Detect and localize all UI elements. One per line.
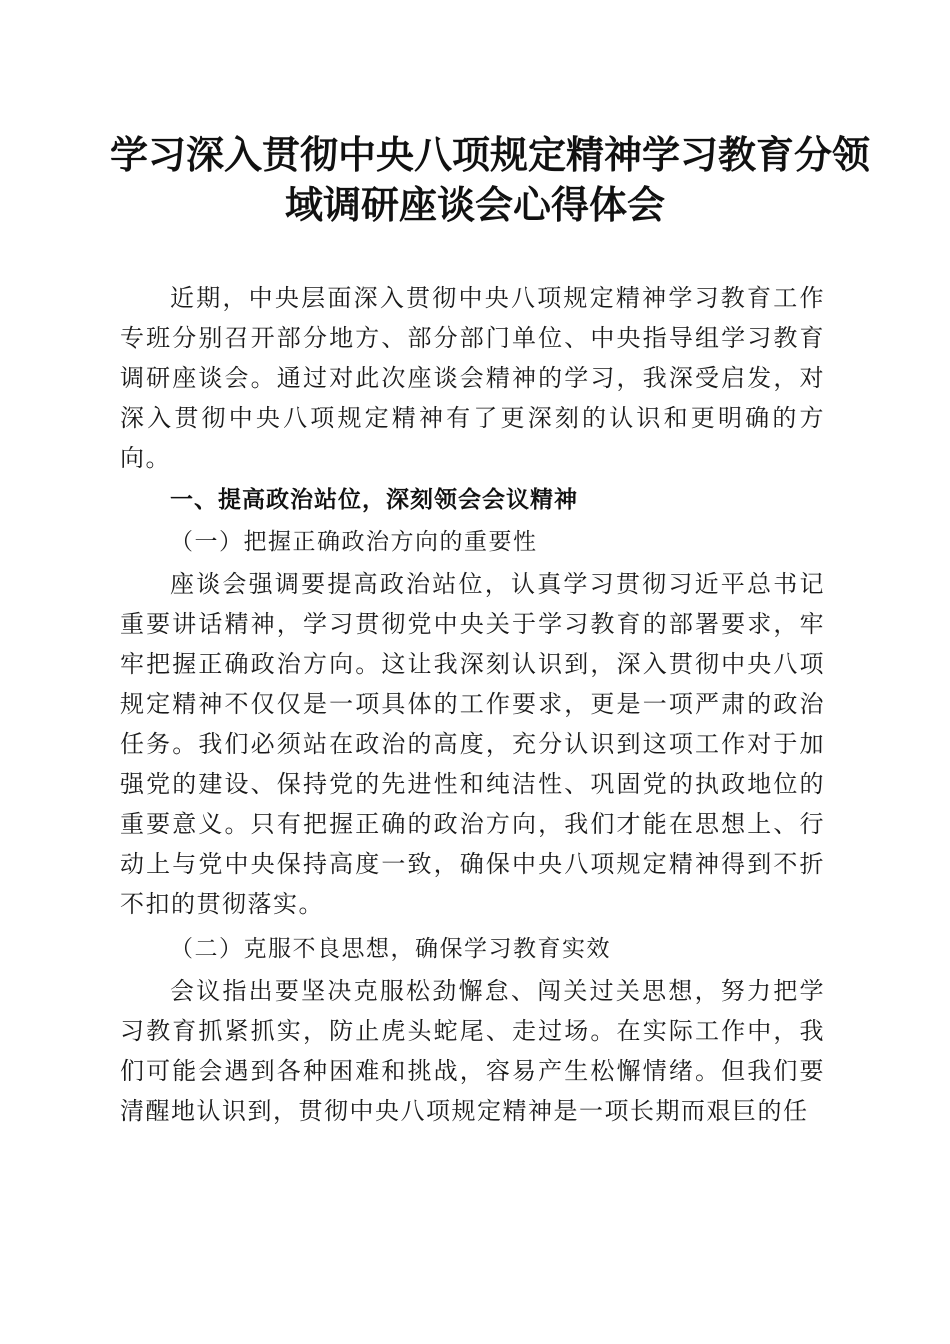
title-line-2: 域调研座谈会心得体会: [284, 183, 665, 227]
title-line-1: 学习深入贯彻中央八项规定精神学习教育分领: [110, 133, 871, 177]
document-body: [120, 278, 825, 1131]
subsection-2-paragraph: 会议指出要坚决克服松劲懈怠、闯关过关思想，努力把学习教育抓紧抓实，防止虎头蛇尾、走过场。在实际工作中，我们可能会遇到各种困难和挑战，容易产生松懈情绪。但我们要清醒地认识到，贯彻中央八项规定精神是一项长期而艰巨的任: [120, 977, 825, 1125]
subsection-1-paragraph: 座谈会强调要提高政治站位，认真学习贯彻习近平总书记重要讲话精神，学习贯彻党中央关于学习教育的部署要求，牢牢把握正确政治方向。这让我深刻认识到，深入贯彻中央八项规定精神不仅仅是一项具体的工作要求，更是一项严肃的政治任务。我们必须站在政治的高度，充分认识到这项工作对于加强党的建设、保持党的先进性和纯洁性、巩固党的执政地位的重要意义。只有把握正确的政治方向，我们才能在思想上、行动上与党中央保持高度一致，确保中央八项规定精神得到不折不扣的贯彻落实。: [120, 570, 825, 918]
subsection-heading-2: （二）克服不良思想，确保学习教育实效: [170, 936, 611, 962]
section-heading-1: 一、提高政治站位，深刻领会会议精神: [170, 487, 578, 513]
intro-paragraph: 近期，中央层面深入贯彻中央八项规定精神学习教育工作专班分别召开部分地方、部分部门单位、中央指导组学习教育调研座谈会。通过对此次座谈会精神的学习，我深受启发，对深入贯彻中央八项规定精神有了更深刻的认识和更明确的方向。: [120, 284, 825, 472]
document-title: [110, 130, 871, 230]
subsection-heading-1: （一）把握正确政治方向的重要性: [170, 529, 538, 555]
